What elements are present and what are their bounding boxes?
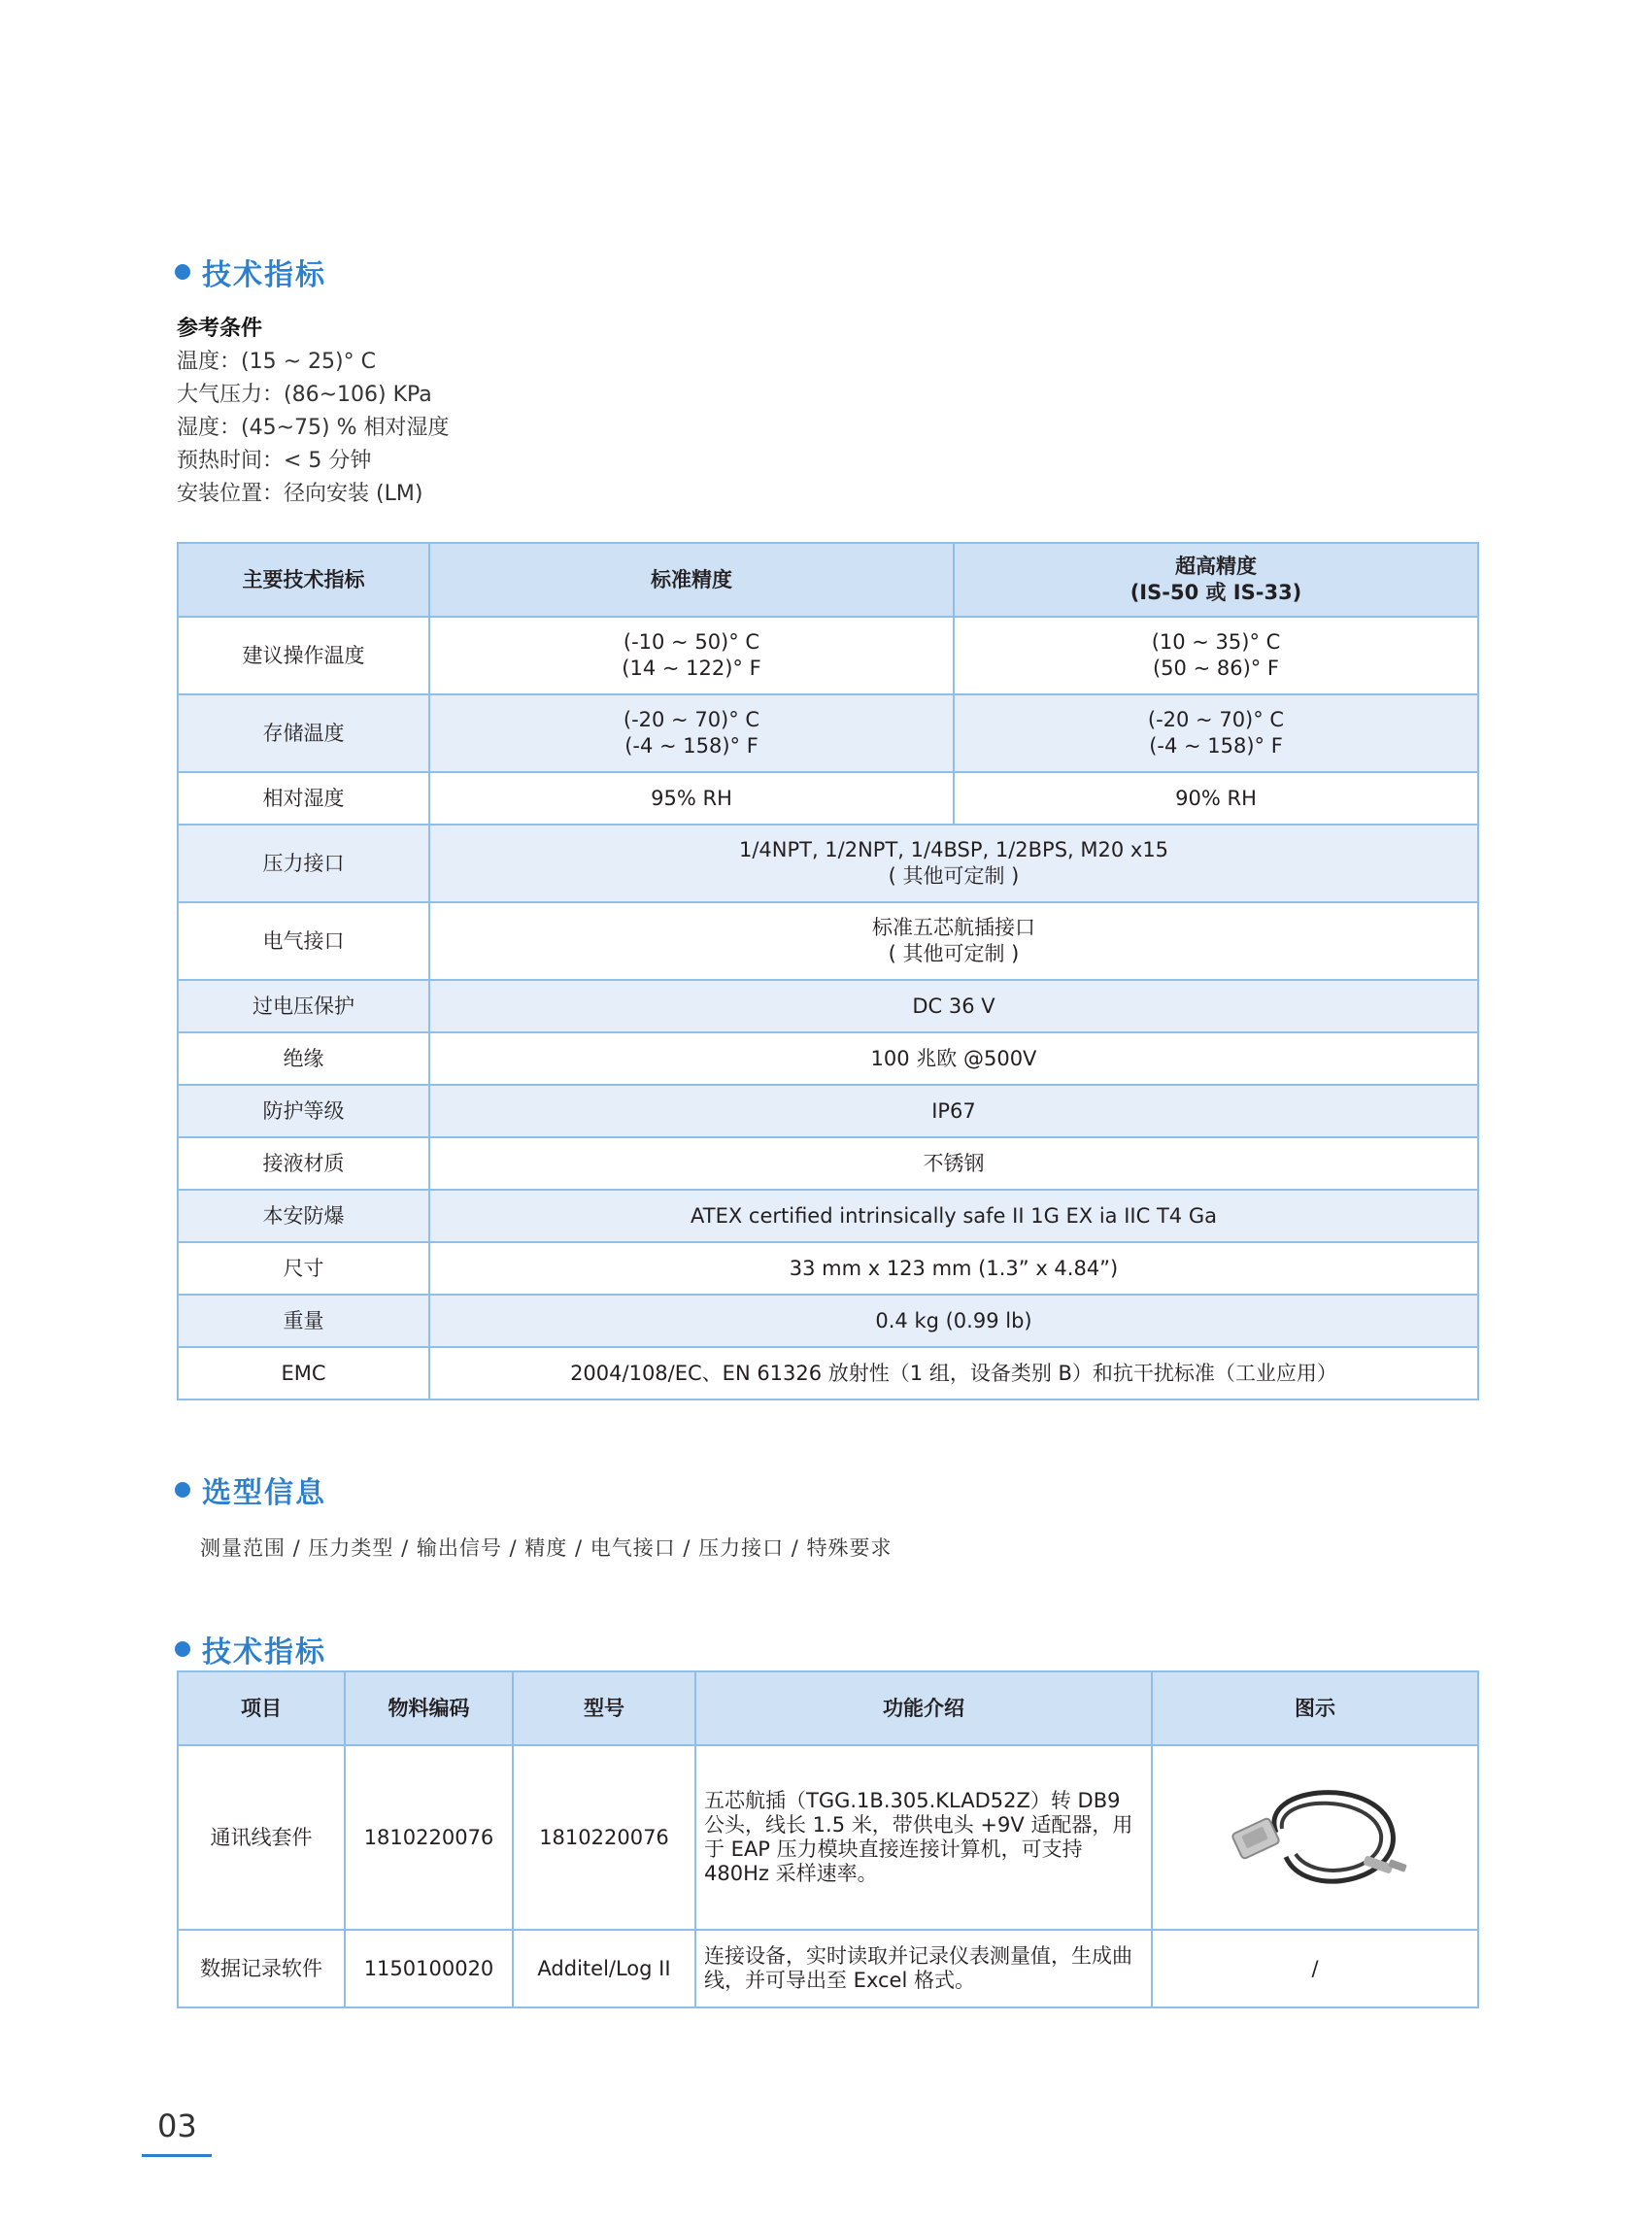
code-cell: 1150100020 [345, 1930, 513, 2007]
table-row [178, 1295, 1478, 1347]
header-cell: 标准精度 [429, 543, 954, 617]
cell-value: 2004/108/EC、EN 61326 放射性（1 组，设备类别 B）和抗干扰标准（工业应用） [429, 1347, 1478, 1399]
table-row [178, 1745, 1478, 1930]
page-number-underline [142, 2154, 212, 2157]
table-row [178, 1137, 1478, 1190]
row-label: 压力接口 [178, 825, 429, 902]
bullet-icon [175, 1641, 190, 1657]
cell-value: 0.4 kg (0.99 lb) [429, 1295, 1478, 1347]
reference-conditions [177, 313, 449, 511]
header-cell: 主要技术指标 [178, 543, 429, 617]
table-row [178, 1190, 1478, 1242]
bullet-icon [175, 1482, 190, 1498]
page-number: 03 [157, 2107, 197, 2144]
row-label: 本安防爆 [178, 1190, 429, 1242]
header-cell: 图示 [1152, 1671, 1478, 1745]
cell-value: (10 ~ 35)° C (50 ~ 86)° F [954, 617, 1478, 694]
cell-value: 标准五芯航插接口 ( 其他可定制 ) [429, 902, 1478, 980]
selection-info-text: 测量范围 / 压力类型 / 输出信号 / 精度 / 电气接口 / 压力接口 / 特殊要求 [200, 1536, 893, 1560]
row-label: 接液材质 [178, 1137, 429, 1190]
reference-line: 湿度：(45~75) % 相对湿度 [177, 416, 450, 440]
cell-value: 1/4NPT, 1/2NPT, 1/4BSP, 1/2BPS, M20 x15 ( 其他可定制 ) [429, 825, 1478, 902]
table-row [178, 825, 1478, 902]
table-row [178, 1930, 1478, 2007]
row-label: 防护等级 [178, 1085, 429, 1137]
row-label: 尺寸 [178, 1242, 429, 1295]
cell-value: (-20 ~ 70)° C (-4 ~ 158)° F [954, 694, 1478, 772]
accessories-table [177, 1670, 1479, 2008]
row-label: 重量 [178, 1295, 429, 1347]
section-title-spec-2 [175, 1628, 326, 1670]
cable-image-icon [1218, 1765, 1412, 1910]
row-label: 建议操作温度 [178, 617, 429, 694]
table-row [178, 772, 1478, 825]
section-title-text: 技术指标 [202, 258, 326, 292]
header-cell: 物料编码 [345, 1671, 513, 1745]
row-label: 绝缘 [178, 1032, 429, 1085]
header-cell: 项目 [178, 1671, 345, 1745]
cell-value: 100 兆欧 @500V [429, 1032, 1478, 1085]
table-header-row [178, 543, 1478, 617]
function-cell: 连接设备，实时读取并记录仪表测量值，生成曲线，并可导出至 Excel 格式。 [695, 1930, 1152, 2007]
cell-value: 95% RH [429, 772, 954, 825]
table-row [178, 1347, 1478, 1399]
code-cell: 1810220076 [345, 1745, 513, 1930]
function-cell: 五芯航插（TGG.1B.305.KLAD52Z）转 DB9 公头，线长 1.5 米，带供电头 +9V 适配器，用于 EAP 压力模块直接连接计算机，可支持 480Hz 采样速率。 [695, 1745, 1152, 1930]
cell-value: (-10 ~ 50)° C (14 ~ 122)° F [429, 617, 954, 694]
cell-value: (-20 ~ 70)° C (-4 ~ 158)° F [429, 694, 954, 772]
reference-line: 预热时间：< 5 分钟 [177, 449, 372, 473]
cell-value: 90% RH [954, 772, 1478, 825]
header-cell: 功能介绍 [695, 1671, 1152, 1745]
table-row [178, 1242, 1478, 1295]
image-cell: / [1152, 1930, 1478, 2007]
cell-value: ATEX certified intrinsically safe II 1G EX ia IIC T4 Ga [429, 1190, 1478, 1242]
row-label: 电气接口 [178, 902, 429, 980]
reference-line: 温度：(15 ~ 25)° C [177, 350, 376, 374]
reference-title: 参考条件 [177, 317, 263, 341]
cell-value: DC 36 V [429, 980, 1478, 1032]
header-cell: 超高精度 (IS-50 或 IS-33) [954, 543, 1478, 617]
section-title-spec [175, 251, 326, 293]
table-row [178, 1032, 1478, 1085]
item-cell: 通讯线套件 [178, 1745, 345, 1930]
section-title-text: 选型信息 [202, 1476, 326, 1510]
table-header-row [178, 1671, 1478, 1745]
row-label: 存储温度 [178, 694, 429, 772]
reference-line: 安装位置：径向安装 (LM) [177, 482, 423, 506]
table-row [178, 1085, 1478, 1137]
bullet-icon [175, 264, 190, 280]
table-row [178, 694, 1478, 772]
spec-table [177, 542, 1479, 1400]
cell-value: IP67 [429, 1085, 1478, 1137]
table-row [178, 902, 1478, 980]
model-cell: Additel/Log II [513, 1930, 695, 2007]
row-label: 相对湿度 [178, 772, 429, 825]
model-cell: 1810220076 [513, 1745, 695, 1930]
cell-value: 不锈钢 [429, 1137, 1478, 1190]
row-label: EMC [178, 1347, 429, 1399]
row-label: 过电压保护 [178, 980, 429, 1032]
reference-line: 大气压力：(86~106) KPa [177, 383, 432, 407]
header-cell: 型号 [513, 1671, 695, 1745]
image-cell [1152, 1745, 1478, 1930]
section-title-selection [175, 1468, 326, 1511]
table-row [178, 617, 1478, 694]
section-title-text: 技术指标 [202, 1635, 326, 1669]
table-row [178, 980, 1478, 1032]
item-cell: 数据记录软件 [178, 1930, 345, 2007]
cell-value: 33 mm x 123 mm (1.3” x 4.84”) [429, 1242, 1478, 1295]
